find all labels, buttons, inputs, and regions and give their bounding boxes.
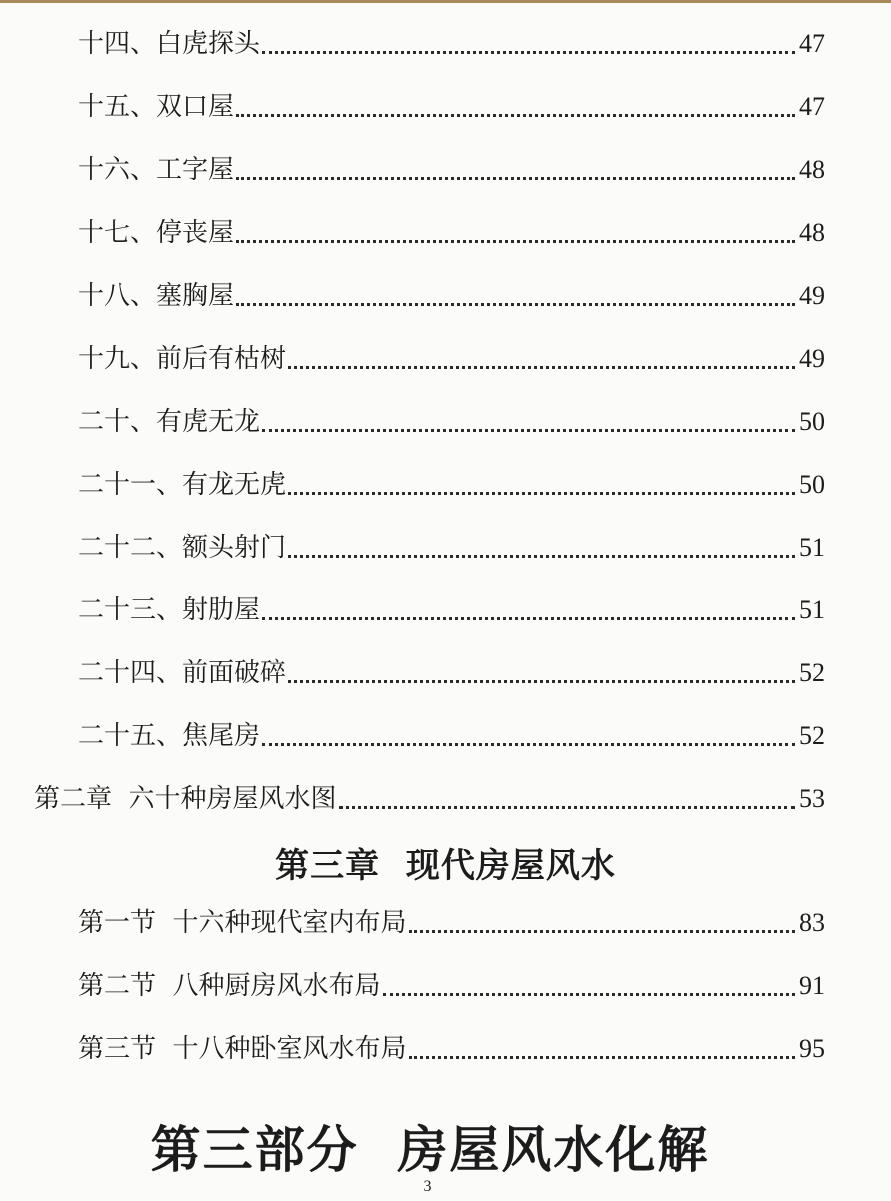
chapter-3-heading: 第三章 现代房屋风水 [275, 846, 616, 886]
toc-item-page: 52 [799, 721, 825, 750]
toc-item[interactable] [78, 28, 825, 60]
dot-leader [288, 680, 795, 683]
toc-item-page: 47 [799, 29, 825, 58]
dot-leader [236, 114, 795, 117]
toc-section-title: 第二节 八种厨房风水布局 [78, 971, 381, 1001]
dot-leader [288, 555, 795, 558]
dot-leader [236, 303, 795, 306]
dot-leader [262, 51, 795, 54]
toc-item[interactable] [78, 91, 825, 123]
toc-item[interactable] [78, 594, 825, 626]
dot-leader [409, 1056, 795, 1059]
dot-leader [262, 617, 795, 620]
toc-item-title: 二十二、额头射门 [78, 533, 287, 563]
dot-leader [236, 240, 795, 243]
toc-item[interactable] [78, 343, 825, 375]
toc-item[interactable] [78, 154, 825, 186]
toc-item-title: 二十、有虎无龙 [78, 407, 261, 437]
toc-item-title: 十八、塞胸屋 [78, 281, 235, 311]
toc-item[interactable] [78, 217, 825, 249]
dot-leader [409, 930, 795, 933]
toc-item-title: 二十三、射肋屋 [78, 595, 261, 625]
toc-item-title: 十四、白虎探头 [78, 29, 261, 59]
dot-leader [236, 177, 795, 180]
page-number: 3 [423, 1178, 432, 1195]
toc-item-page: 48 [799, 218, 825, 247]
part-3-heading: 第三部分 房屋风水化解 [150, 1121, 710, 1179]
toc-item-title: 二十四、前面破碎 [78, 658, 287, 688]
dot-leader [288, 366, 795, 369]
toc-section[interactable] [78, 970, 825, 1002]
toc-item-page: 50 [799, 470, 825, 499]
toc-section[interactable] [78, 1033, 825, 1065]
toc-chapter-title: 第二章 六十种房屋风水图 [34, 784, 337, 814]
toc-item-page: 49 [799, 281, 825, 310]
toc-item-title: 十九、前后有枯树 [78, 344, 287, 374]
toc-item-page: 50 [799, 407, 825, 436]
toc-section-page: 83 [799, 908, 825, 937]
toc-item-page: 48 [799, 155, 825, 184]
toc-item-page: 52 [799, 658, 825, 687]
toc-chapter-2[interactable] [34, 783, 825, 815]
toc-section-page: 95 [799, 1034, 825, 1063]
toc-item[interactable] [78, 280, 825, 312]
dot-leader [383, 993, 795, 996]
toc-item-title: 二十一、有龙无虎 [78, 470, 287, 500]
toc-item[interactable] [78, 532, 825, 564]
dot-leader [262, 429, 795, 432]
dot-leader [288, 492, 795, 495]
toc-item-page: 51 [799, 533, 825, 562]
dot-leader [262, 743, 795, 746]
dot-leader [339, 806, 795, 809]
toc-item-page: 49 [799, 344, 825, 373]
toc-section-title: 第一节 十六种现代室内布局 [78, 908, 407, 938]
toc-chapter-page: 53 [799, 784, 825, 813]
toc-item-page: 51 [799, 595, 825, 624]
toc-item-page: 47 [799, 92, 825, 121]
toc-item-title: 二十五、焦尾房 [78, 721, 261, 751]
toc-item[interactable] [78, 720, 825, 752]
toc-item-title: 十七、停丧屋 [78, 218, 235, 248]
toc-item[interactable] [78, 657, 825, 689]
toc-item[interactable] [78, 406, 825, 438]
top-border [0, 0, 891, 3]
toc-item[interactable] [78, 469, 825, 501]
toc-section-page: 91 [799, 971, 825, 1000]
toc-section-title: 第三节 十八种卧室风水布局 [78, 1034, 407, 1064]
toc-item-title: 十五、双口屋 [78, 92, 235, 122]
toc-item-title: 十六、工字屋 [78, 155, 235, 185]
toc-section[interactable] [78, 907, 825, 939]
